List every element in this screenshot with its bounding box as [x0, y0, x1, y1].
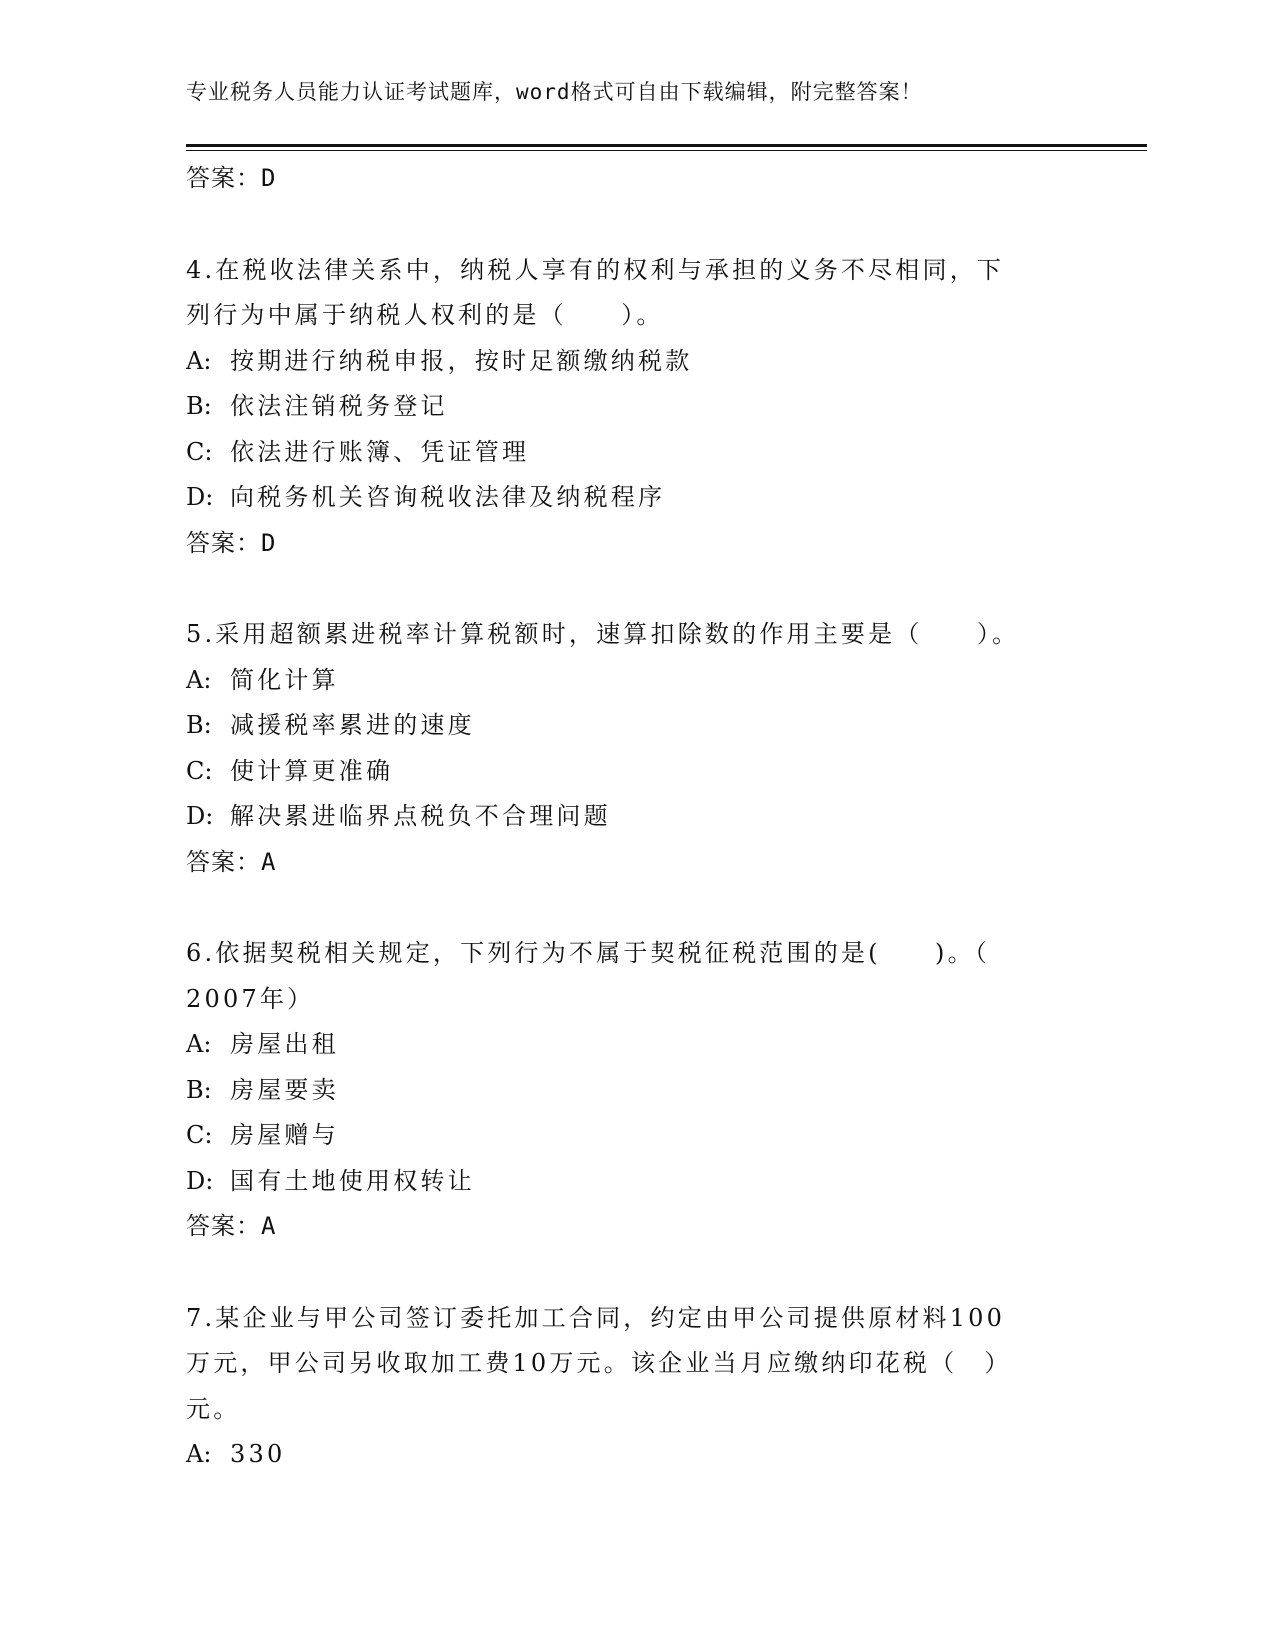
option-b — [186, 1068, 1056, 1114]
option-key: D: — [186, 802, 214, 830]
option-text: 房屋出租 — [230, 1030, 339, 1058]
option-b — [186, 703, 1056, 749]
option-text: 依法进行账簿、凭证管理 — [230, 437, 530, 466]
option-text: 国有土地使用权转让 — [230, 1166, 475, 1195]
option-text: 房屋赠与 — [230, 1121, 339, 1149]
option-c — [186, 430, 1056, 476]
option-text: 按期进行纳税申报，按时足额缴纳税款 — [230, 346, 693, 375]
answer-line — [186, 521, 1056, 567]
option-a — [186, 339, 1056, 385]
question-stem-line: 4.在税收法律关系中，纳税人享有的权利与承担的义务不尽相同，下 — [186, 255, 1005, 284]
page-header: 专业税务人员能力认证考试题库，word格式可自由下载编辑，附完整答案！ — [186, 80, 923, 104]
header-rule-thin — [186, 150, 1147, 151]
question-stem-line: 列行为中属于纳税人权利的是（ ）。 — [186, 301, 664, 329]
question-stem-line: 6.依据契税相关规定，下列行为不属于契税征税范围的是( )。（ — [186, 939, 991, 967]
answer-value: A — [261, 847, 277, 876]
option-b — [186, 384, 1056, 430]
question-6 — [186, 931, 1056, 1250]
option-text: 减援税率累进的速度 — [230, 711, 475, 739]
question-7 — [186, 1296, 1056, 1478]
answer-label: 答案： — [186, 847, 261, 876]
option-text: 330 — [230, 1440, 286, 1468]
option-d — [186, 1159, 1056, 1205]
option-d — [186, 475, 1056, 521]
option-text: 依法注销税务登记 — [230, 392, 448, 420]
answer-line — [186, 840, 1056, 886]
option-key: A: — [186, 1030, 212, 1058]
option-c — [186, 749, 1056, 795]
option-key: B: — [186, 1075, 212, 1104]
question-4 — [186, 248, 1056, 567]
option-key: C: — [186, 437, 213, 466]
option-key: B: — [186, 711, 212, 739]
question-stem-line: 7.某企业与甲公司签订委托加工合同，约定由甲公司提供原材料100 — [186, 1303, 1006, 1332]
option-key: D: — [186, 1166, 214, 1195]
question-stem-line: 2007年） — [186, 984, 315, 1013]
question-stem-line: 万元，甲公司另收取加工费10万元。该企业当月应缴纳印花税（ ） — [186, 1349, 1012, 1377]
answer-value: A — [261, 1212, 277, 1240]
option-key: C: — [186, 1121, 213, 1149]
option-key: D: — [186, 483, 214, 511]
answer-line — [186, 1204, 1056, 1250]
question-stem-line: 5.采用超额累进税率计算税额时，速算扣除数的作用主要是（ ）。 — [186, 620, 1020, 648]
option-key: A: — [186, 346, 212, 375]
option-c — [186, 1113, 1056, 1159]
answer-label: 答案： — [186, 528, 261, 557]
question-stem-line: 元。 — [186, 1394, 241, 1423]
option-a — [186, 1432, 1056, 1478]
option-a — [186, 658, 1056, 704]
answer-value: D — [261, 528, 277, 557]
option-d — [186, 794, 1056, 840]
header-rule-thick — [186, 144, 1147, 147]
document-body — [186, 156, 1056, 1478]
answer-label: 答案： — [186, 164, 261, 192]
option-key: A: — [186, 665, 212, 694]
option-key: B: — [186, 392, 212, 420]
option-text: 简化计算 — [230, 665, 339, 694]
option-key: A: — [186, 1440, 212, 1468]
answer-label: 答案： — [186, 1212, 261, 1240]
answer-line — [186, 156, 1056, 202]
option-a — [186, 1022, 1056, 1068]
option-text: 房屋要卖 — [230, 1075, 339, 1104]
question-5 — [186, 612, 1056, 885]
option-text: 使计算更准确 — [230, 756, 394, 785]
option-key: C: — [186, 756, 213, 785]
answer-value: D — [261, 164, 277, 192]
option-text: 向税务机关咨询税收法律及纳税程序 — [230, 483, 666, 511]
option-text: 解决累进临界点税负不合理问题 — [230, 802, 611, 830]
